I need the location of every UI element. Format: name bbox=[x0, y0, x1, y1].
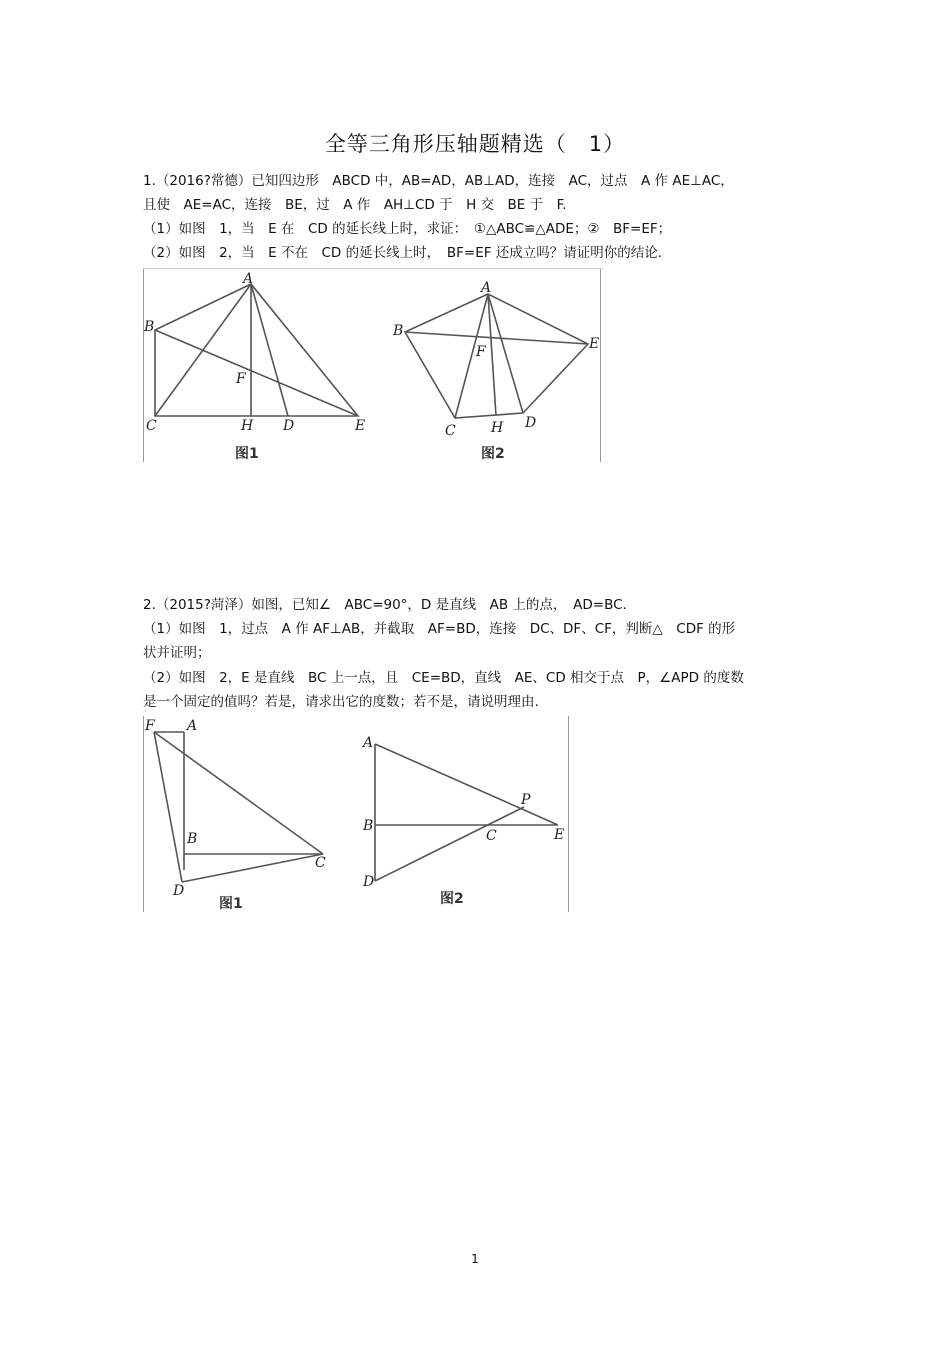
fig2-2-label-c: C bbox=[486, 828, 497, 844]
problem2-line3: 状并证明； bbox=[143, 645, 211, 661]
problem1-line4: （2）如图 2，当 E 不在 CD 的延长线上时， BF=EF 还成立吗？请证明你的结论. bbox=[143, 245, 663, 261]
problem2-line1: 2.（2015?菏泽）如图，已知∠ ABC=90°，D 是直线 AB 上的点， AD=BC． bbox=[143, 597, 637, 613]
figure-1-1 bbox=[155, 284, 358, 416]
page-number: 1 bbox=[471, 1252, 479, 1266]
fig2-2-caption: 图2 bbox=[440, 891, 464, 907]
fig1-1-label-c: C bbox=[146, 418, 157, 434]
fig1-1-label-f: F bbox=[236, 371, 246, 387]
fig1-2-caption: 图2 bbox=[481, 446, 505, 462]
fig1-1-label-d: D bbox=[283, 418, 295, 434]
fig1-1-caption: 图1 bbox=[235, 446, 259, 462]
fig2-2-label-d: D bbox=[363, 874, 375, 890]
fig2-2-label-a: A bbox=[363, 735, 374, 751]
figure-1-2 bbox=[405, 294, 588, 418]
problem1-line1: 1.（2016?常德）已知四边形 ABCD 中，AB=AD，AB⊥AD，连接 AC，过点 A 作 AE⊥AC， bbox=[143, 173, 734, 189]
problem2-line5: 是一个固定的值吗？若是，请求出它的度数；若不是，请说明理由. bbox=[143, 694, 539, 710]
problem1-line2: 且使 AE=AC，连接 BE，过 A 作 AH⊥CD 于 H 交 BE 于 F. bbox=[143, 197, 567, 213]
fig2-2-label-b: B bbox=[363, 818, 374, 834]
document-title: 全等三角形压轴题精选（ 1） bbox=[324, 132, 626, 156]
fig1-1-label-h: H bbox=[241, 418, 254, 434]
fig1-2-label-f: F bbox=[476, 344, 486, 360]
figure-2-1 bbox=[154, 732, 323, 882]
fig2-1-label-d: D bbox=[173, 883, 185, 899]
fig1-2-label-e: E bbox=[589, 336, 600, 352]
fig2-2-label-p: P bbox=[521, 792, 531, 808]
problem2-line4: （2）如图 2，E 是直线 BC 上一点，且 CE=BD，直线 AE、CD 相交于点 P，∠APD 的度数 bbox=[143, 670, 744, 686]
fig2-1-label-b: B bbox=[187, 831, 198, 847]
fig1-1-label-a: A bbox=[243, 271, 254, 287]
fig1-2-label-d: D bbox=[525, 415, 537, 431]
fig2-2-label-e: E bbox=[554, 827, 565, 843]
fig1-2-label-c: C bbox=[445, 423, 456, 439]
figure-2-2 bbox=[375, 744, 558, 881]
fig2-1-label-c: C bbox=[315, 855, 326, 871]
problem2-figures bbox=[143, 716, 571, 912]
problem1-line3: （1）如图 1，当 E 在 CD 的延长线上时，求证： ①△ABC≌△ADE；② BF=EF； bbox=[143, 221, 672, 237]
problem2-line2: （1）如图 1，过点 A 作 AF⊥AB，并截取 AF=BD，连接 DC、DF、CF，判断△ CDF 的形 bbox=[143, 621, 736, 637]
fig2-1-caption: 图1 bbox=[219, 896, 243, 912]
fig1-1-label-b: B bbox=[144, 319, 155, 335]
fig1-1-label-e: E bbox=[355, 418, 366, 434]
fig2-1-label-f: F bbox=[145, 718, 155, 734]
fig2-1-label-a: A bbox=[187, 718, 198, 734]
fig1-2-label-a: A bbox=[481, 280, 492, 296]
fig1-2-label-h: H bbox=[491, 420, 504, 436]
problem1-figures bbox=[143, 268, 603, 462]
fig1-2-label-b: B bbox=[393, 323, 404, 339]
